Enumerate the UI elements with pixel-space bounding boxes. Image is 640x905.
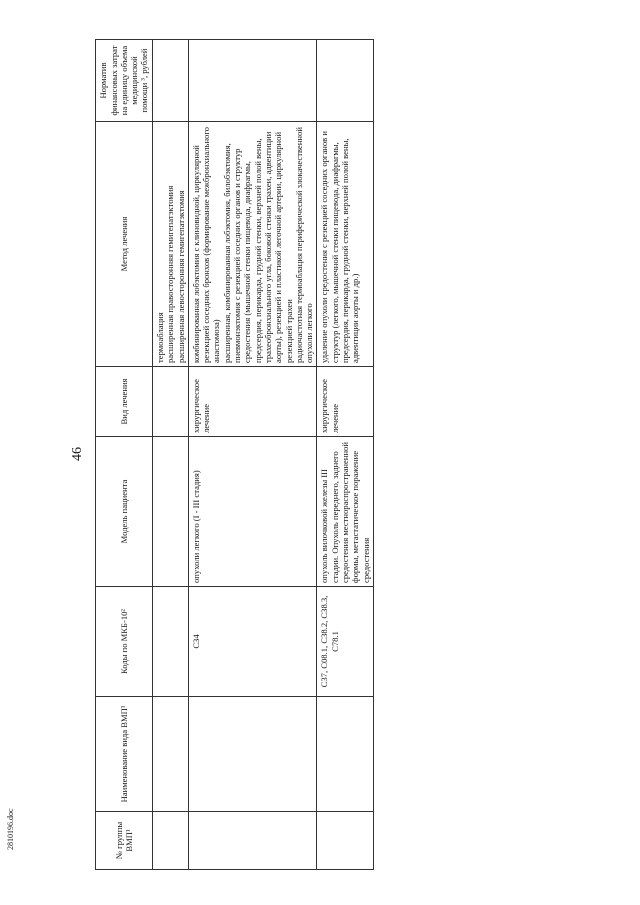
cell-codes: C37, C08.1, C38.2, C38.3, C78.1 xyxy=(317,587,373,697)
method-item: радиочастотная термоаблация периферической злокачественной опухоли легкого xyxy=(293,127,315,363)
table-header-row xyxy=(96,40,153,870)
cell-group xyxy=(317,812,373,870)
cell-group xyxy=(153,812,189,870)
cell-name xyxy=(317,697,373,812)
table-row xyxy=(153,40,189,870)
header-group: № группы ВМП¹ xyxy=(96,812,153,870)
header-model: Модель пациента xyxy=(96,437,153,587)
cell-norm xyxy=(153,40,189,122)
cell-name xyxy=(188,697,317,812)
method-item: расширенная, комбинированная лобэктомия, билобэктомия, пневмонэктомия с резекцией соседних органов и структур средостения (мышечной стенки пищевода, диафрагмы, предсердия, перикарда, грудной стенки, верхней полой вены, трахеобронхиального угла, боковой стенки трахеи, адвентиции аорты), резекцией и пластикой легочной артерии, циркулярной резекцией трахеи xyxy=(221,131,294,363)
cell-treatment: хирургическое лечение xyxy=(188,367,317,437)
method-item: удаление опухоли средостения с резекцией соседних органов и структур (легкого, мышечной стенки пищевода, диафрагмы, предсердия, перикарда, грудной стенки, верхней полой вены, адвентиции аорты и др.) xyxy=(319,131,361,363)
page-number: 46 xyxy=(70,447,85,461)
cell-model xyxy=(153,437,189,587)
cell-codes xyxy=(153,587,189,697)
footer-filename: 2810196.doc xyxy=(6,808,15,850)
table-row xyxy=(188,40,317,870)
header-codes: Коды по МКБ-10² xyxy=(96,587,153,697)
method-item: термоаблация xyxy=(155,312,165,363)
cell-group xyxy=(188,812,317,870)
header-name: Наименование вида ВМП¹ xyxy=(96,697,153,812)
cell-methods xyxy=(153,122,189,367)
cell-norm xyxy=(317,40,373,122)
cell-methods xyxy=(188,122,317,367)
cell-codes: C34 xyxy=(188,587,317,697)
header-method: Метод лечения xyxy=(96,122,153,367)
header-norm: Норматив финансовых затрат на единицу объема медицинской помощи ³, рублей xyxy=(96,40,153,122)
header-treatment: Вид лечения xyxy=(96,367,153,437)
cell-methods xyxy=(317,122,373,367)
method-item: расширенная правосторонняя гемигепатэктомия xyxy=(165,185,176,363)
method-item: комбинированная лобэктомия с клиновидной, циркулярной резекцией соседних бронхов (формирование межбронхиального анастомоза) xyxy=(190,127,222,363)
cell-model: опухоли легкого (I - III стадия) xyxy=(188,437,317,587)
cell-treatment: хирургическое лечение xyxy=(317,367,373,437)
cell-treatment xyxy=(153,367,189,437)
method-item: расширенная левосторонняя гемигепатэктомия xyxy=(175,190,186,363)
cell-model: опухоль вилочковой железы III стадии. Опухоль переднего, заднего средостения местнораспространенной формы, метастатическое поражение средостения xyxy=(317,437,373,587)
rotated-table-container xyxy=(95,40,555,870)
vmp-table xyxy=(95,39,374,870)
cell-name xyxy=(153,697,189,812)
cell-norm xyxy=(188,40,317,122)
table-row xyxy=(317,40,373,870)
